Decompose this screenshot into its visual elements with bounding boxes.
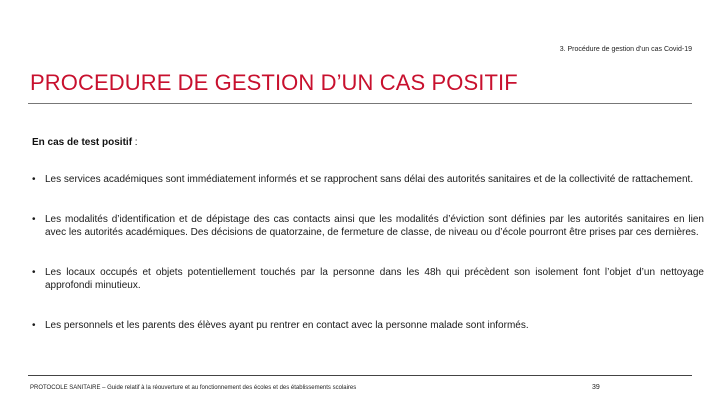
bullet-text: Les services académiques sont immédiatement informés et se rapprochent sans délai des autorités sanitaires et de la collectivité de rattachement.: [45, 174, 694, 185]
bullet-text: Les locaux occupés et objets potentiellement touchés par la personne dans les 48h qui précèdent son isolement font l’objet d’un nettoyage approfondi minutieux.: [45, 267, 704, 291]
intro-line: [32, 137, 138, 148]
intro-colon: :: [132, 137, 138, 148]
bullet-item-information: [32, 319, 704, 332]
bullet-dot-icon: •: [32, 320, 36, 331]
title-divider: [28, 103, 692, 104]
bullet-text: Les modalités d’identification et de dépistage des cas contacts ainsi que les modalités d’éviction sont définies par les autorités sanitaires en lien avec les autorités académiques. Des décisions de quatorzaine, de fermeture de classe, de niveau ou d’école pourront être prises par ces dernières.: [45, 214, 704, 238]
bullet-text: Les personnels et les parents des élèves ayant pu rentrer en contact avec la personne malade sont informés.: [45, 320, 529, 331]
bullet-item-cleaning: [32, 266, 704, 292]
page-number: 39: [592, 384, 600, 391]
bullet-item-services: [32, 173, 704, 186]
bullet-dot-icon: •: [32, 267, 36, 278]
footer-divider: [28, 375, 692, 376]
section-reference: 3. Procédure de gestion d’un cas Covid-19: [559, 46, 692, 53]
bullet-dot-icon: •: [32, 174, 36, 185]
bullet-dot-icon: •: [32, 214, 36, 225]
bullet-list: [32, 173, 704, 359]
bullet-item-identification: [32, 213, 704, 239]
page-title: PROCEDURE DE GESTION D’UN CAS POSITIF: [30, 70, 518, 95]
intro-bold-text: En cas de test positif: [32, 137, 133, 148]
footer-text: PROTOCOLE SANITAIRE – Guide relatif à la réouverture et au fonctionnement des écoles et des établissements scolaires: [30, 385, 357, 391]
